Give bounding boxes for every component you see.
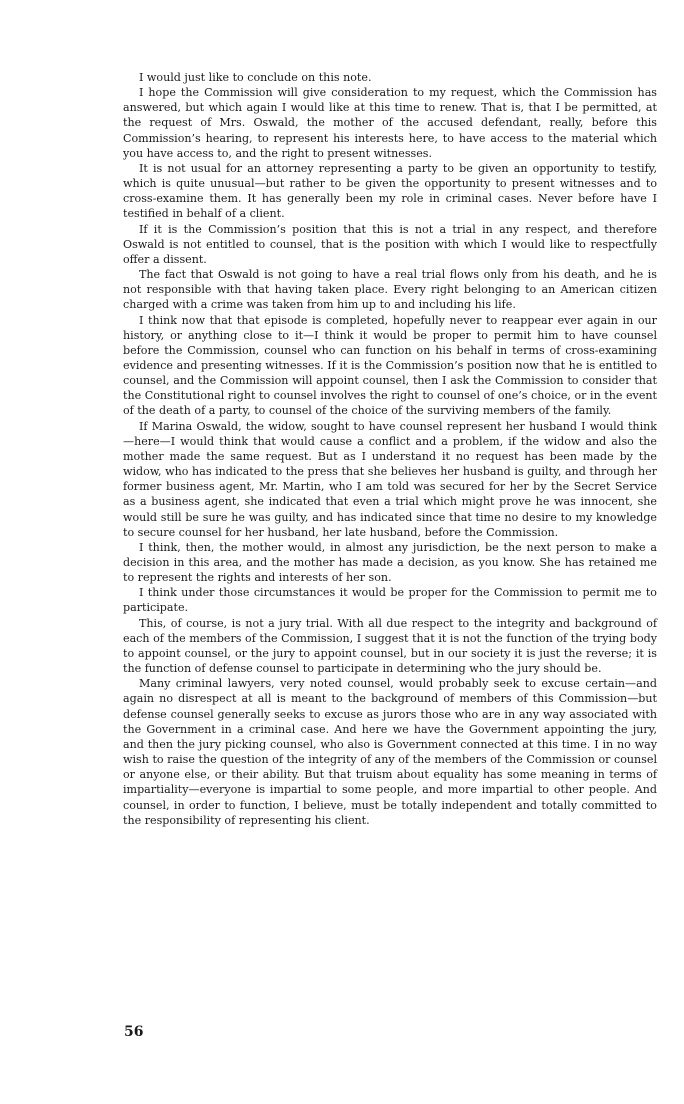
page-number: 56: [124, 1024, 144, 1040]
paragraph-9: I think under those circumstances it would be proper for the Commission to permit me to participate.: [123, 586, 657, 615]
paragraph-10: This, of course, is not a jury trial. With all due respect to the integrity and background of each of the members of the Commission, I suggest that it is not the function of the trying body to appoint counsel, or the jury to appoint counsel, but in our society it is just the reverse; it is the function of defense counsel to participate in determining who the jury should be.: [123, 616, 657, 676]
paragraph-7: If Marina Oswald, the widow, sought to have counsel represent her husband I would think—here—I would think that would cause a conflict and a problem, if the widow and also the mother made the same request. But as I understand it no request has been made by the widow, who has indicated to the press that she believes her husband is guilty, and through her former business agent, Mr. Martin, who I am told was secured for her by the Secret Service as a business agent, she indicated that even a trial which might prove he was innocent, she would still be sure he was guilty, and has indicated since that time no desire to my knowledge to secure counsel for her husband, her late husband, before the Commission.: [123, 419, 657, 539]
paragraph-1: I would just like to conclude on this note.: [139, 71, 372, 84]
paragraph-6: I think now that that episode is completed, hopefully never to reappear ever again in our history, or anything close to it—I think it would be proper to permit him to have counsel before the Commission, counsel who can function on his behalf in terms of cross-examining evidence and presenting witnesses. If it is the Commission’s position now that he is entitled to counsel, and the Commission will appoint counsel, then I ask the Commission to consider that the Constitutional right to counsel involves the right to counsel of one’s choice, or in the event of the death of a party, to counsel of the choice of the surviving members of the family.: [123, 313, 657, 418]
paragraph-8: I think, then, the mother would, in almost any jurisdiction, be the next person to make a decision in this area, and the mother has made a decision, as you know. She has retained me to represent the rights and interests of her son.: [123, 540, 657, 585]
paragraph-3: It is not usual for an attorney representing a party to be given an opportunity to testify, which is quite unusual—but rather to be given the opportunity to present witnesses and to cross-examine them. It has generally been my role in criminal cases. Never before have I testified in behalf of a client.: [123, 161, 657, 221]
paragraph-4: If it is the Commission’s position that this is not a trial in any respect, and therefore Oswald is not entitled to counsel, that is the position with which I would like to respectfully offer a dissent.: [123, 222, 657, 266]
paragraph-5: The fact that Oswald is not going to have a real trial flows only from his death, and he is not responsible with that having taken place. Every right belonging to an American citizen charged with a crime was taken from him up to and including his life.: [123, 268, 657, 312]
paragraph-2: I hope the Commission will give consideration to my request, which the Commission has answered, but which again I would like at this time to renew. That is, that I be permitted, at the request of Mrs. Oswald, the mother of the accused defendant, really, before this Commission’s hearing, to represent his interests here, to have access to the material which you have access to, and the right to present witnesses.: [123, 86, 657, 160]
paragraph-11: Many criminal lawyers, very noted counsel, would probably seek to excuse certain—and again no disrespect at all is meant to the background of members of this Commission—but defense counsel generally seeks to excuse as jurors those who are in any way associated with the Government in a criminal case. And here we have the Government appointing the jury, and then the jury picking counsel, who also is Government connected at this time. I in no way wish to raise the question of the integrity of any of the members of the Commission or counsel or anyone else, or their ability. But that truism about equality has some meaning in terms of impartiality—everyone is impartial to some people, and more impartial to other people. And counsel, in order to function, I believe, must be totally independent and totally committed to the responsibility of representing his client.: [123, 677, 657, 827]
page-body: [123, 70, 657, 828]
